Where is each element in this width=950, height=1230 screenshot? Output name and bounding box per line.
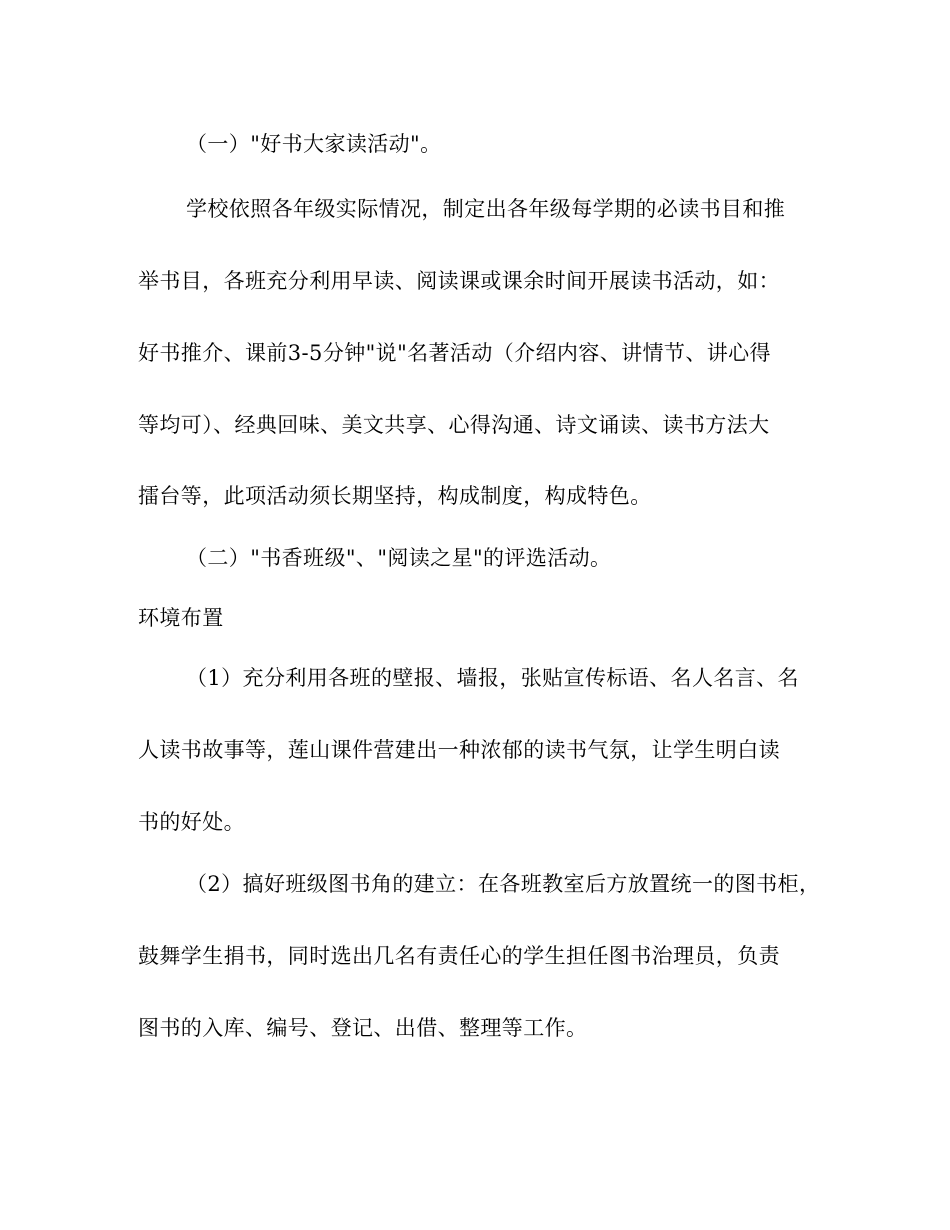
section-heading-2: （二）"书香班级"、"阅读之星"的评选活动。 (186, 546, 612, 570)
section-heading-1: （一）"好书大家读活动"。 (186, 132, 442, 156)
paragraph-2-line-2: 人读书故事等，莲山课件营建出一种浓郁的读书气氛，让学生明白读 (138, 738, 780, 762)
paragraph-2-line-1: （1）充分利用各班的壁报、墙报，张贴宣传标语、名人名言、名 (186, 666, 799, 690)
paragraph-3-line-2: 鼓舞学生捐书，同时选出几名有责任心的学生担任图书治理员，负责 (138, 944, 780, 968)
paragraph-1-line-3: 好书推介、课前3-5分钟"说"名著活动（介绍内容、讲情节、讲心得 (138, 341, 771, 365)
paragraph-3-line-1: （2）搞好班级图书角的建立：在各班教室后方放置统一的图书柜， (186, 872, 821, 896)
paragraph-1-line-4: 等均可）、经典回味、美文共享、心得沟通、诗文诵读、读书方法大 (138, 413, 770, 437)
paragraph-1-line-5: 擂台等，此项活动须长期坚持，构成制度，构成特色。 (138, 484, 652, 508)
subheading-environment: 环境布置 (138, 606, 224, 630)
paragraph-1-line-1: 学校依照各年级实际情况，制定出各年级每学期的必读书目和推 (186, 197, 786, 221)
paragraph-1-line-2: 举书目，各班充分利用早读、阅读课或课余时间开展读书活动，如： (138, 269, 780, 293)
paragraph-3-line-3: 图书的入库、编号、登记、出借、整理等工作。 (138, 1016, 588, 1040)
paragraph-2-line-3: 书的好处。 (138, 810, 245, 834)
